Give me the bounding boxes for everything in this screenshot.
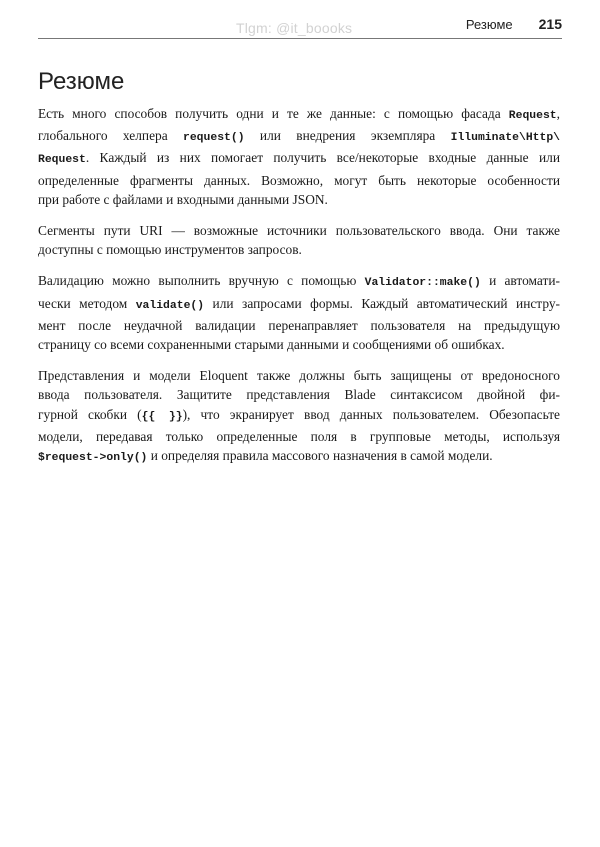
text-line: страницу со всеми сохраненными старыми данными и сообщениями об ошибках. xyxy=(38,337,505,353)
text-line: Представления и модели Eloquent также должны быть защищены от вредоносного xyxy=(38,368,560,384)
running-header-section: Резюме xyxy=(465,17,513,32)
text-line: глобального хелпера request() или внедрения экземпляра Illuminate\Http\ xyxy=(38,128,560,145)
code-request-class: Request xyxy=(38,154,86,167)
code-request-only: $request->only() xyxy=(38,452,148,465)
text-line: Request. Каждый из них помогает получить все/некоторые входные данные или xyxy=(38,150,560,167)
code-double-braces: {{ }} xyxy=(141,410,183,423)
paragraph-3 xyxy=(38,271,560,354)
paragraph-4 xyxy=(38,366,560,468)
header-rule xyxy=(38,38,562,39)
text-line: Валидацию можно выполнить вручную с помощью Validator::make() и автомати- xyxy=(38,273,560,290)
text-line: гурной скобки ({{ }}), что экранирует ввод данных пользователем. Обезопасьте xyxy=(38,406,561,423)
text-line: Есть много способов получить одни и те же данные: с помощью фасада Request, xyxy=(38,106,560,122)
code-request-helper: request() xyxy=(183,132,245,145)
code-validator-make: Validator::make() xyxy=(364,277,481,290)
text-line: доступны с помощью инструментов запросов. xyxy=(38,242,302,258)
watermark: Tlgm: @it_boooks xyxy=(236,20,353,36)
text-line: чески методом validate() или запросами формы. Каждый автоматический инстру- xyxy=(38,295,560,312)
text-line: $request->only() и определяя правила массового назначения в самой модели. xyxy=(38,448,493,465)
section-title: Резюме xyxy=(38,68,125,95)
code-illuminate-http: Illuminate\Http\ xyxy=(450,132,560,145)
body-text xyxy=(38,104,560,480)
text-line: ввода пользователя. Защитите представления Blade синтаксисом двойной фи- xyxy=(38,387,560,403)
running-header xyxy=(38,16,562,36)
code-validate: validate() xyxy=(135,299,205,312)
page-number: 215 xyxy=(538,16,562,32)
paragraph-1 xyxy=(38,104,560,209)
text-line: при работе с файлами и входными данными JSON. xyxy=(38,191,328,207)
text-line: определенные фрагменты данных. Возможно, могут быть некоторые особенности xyxy=(38,172,560,188)
code-request-facade: Request xyxy=(508,110,557,122)
text-line: Сегменты пути URI — возможные источники пользовательского ввода. Они также xyxy=(38,223,560,239)
paragraph-2 xyxy=(38,221,560,259)
text-line: мент после неудачной валидации перенаправляет пользователя на предыдущую xyxy=(38,317,560,333)
text-line: модели, передавая только определенные поля в групповые методы, используя xyxy=(38,428,560,444)
